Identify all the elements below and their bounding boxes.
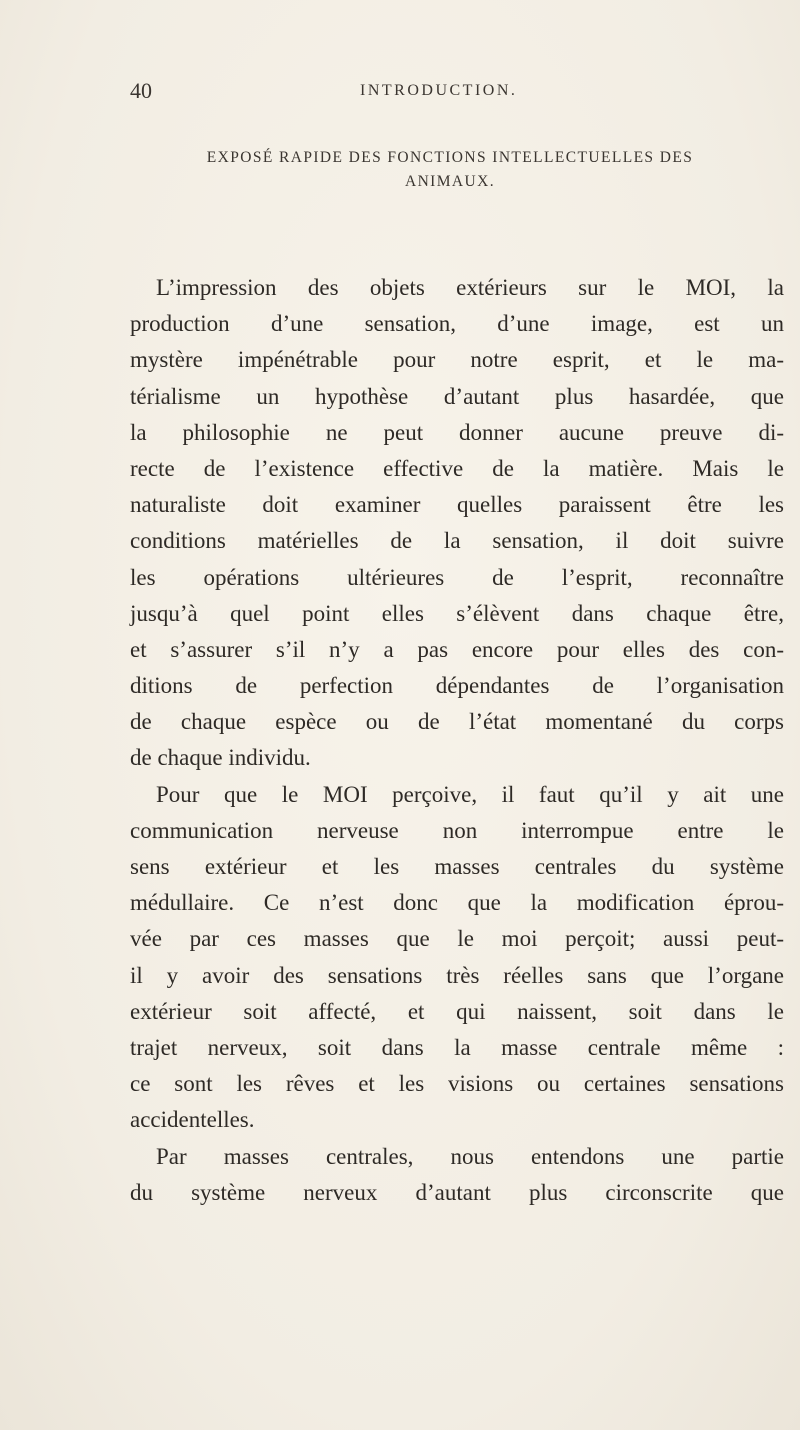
text-line: il y avoir des sensations très réelles sans que l’organe xyxy=(130,962,784,988)
text-line: naturaliste doit examiner quelles paraissent être les xyxy=(130,492,784,518)
body-text xyxy=(130,270,784,1211)
section-title-line: ANIMAUX. xyxy=(405,173,495,190)
text-line: Pour que le MOI perçoive, il faut qu’il y ait une xyxy=(156,781,784,807)
text-line: de chaque espèce ou de l’état momentané du corps xyxy=(130,709,784,735)
text-line: les opérations ultérieures de l’esprit, reconnaître xyxy=(130,564,784,590)
text-line: Par masses centrales, nous entendons une partie xyxy=(156,1143,784,1169)
section-title-line: EXPOSÉ RAPIDE DES FONCTIONS INTELLECTUELLES DES xyxy=(206,149,694,166)
text-line: extérieur soit affecté, et qui naissent, soit dans le xyxy=(130,998,784,1024)
page-number: 40 xyxy=(130,78,152,103)
text-line: vée par ces masses que le moi perçoit; aussi peut- xyxy=(130,926,784,952)
text-line: mystère impénétrable pour notre esprit, et le ma- xyxy=(130,347,784,373)
text-line: accidentelles. xyxy=(130,1107,255,1133)
text-line: de chaque individu. xyxy=(130,745,311,771)
text-line: recte de l’existence effective de la matière. Mais le xyxy=(130,455,784,481)
running-title: INTRODUCTION. xyxy=(360,82,518,99)
section-title xyxy=(120,146,780,194)
text-line: ce sont les rêves et les visions ou certaines sensations xyxy=(130,1071,784,1097)
paragraph xyxy=(130,1139,784,1211)
paragraph xyxy=(130,270,784,777)
paragraph xyxy=(130,777,784,1139)
text-line: térialisme un hypothèse d’autant plus hasardée, que xyxy=(130,383,784,409)
text-line: sens extérieur et les masses centrales du système xyxy=(130,854,784,879)
text-line: conditions matérielles de la sensation, il doit suivre xyxy=(130,528,784,554)
text-line: la philosophie ne peut donner aucune preuve di- xyxy=(130,419,784,445)
text-line: L’impression des objets extérieurs sur le MOI, la xyxy=(156,275,784,300)
text-line: et s’assurer s’il n’y a pas encore pour elles des con- xyxy=(130,636,784,662)
text-line: trajet nerveux, soit dans la masse centrale même : xyxy=(130,1034,784,1060)
text-line: du système nerveux d’autant plus circonscrite que xyxy=(130,1179,784,1205)
text-line: communication nerveuse non interrompue entre le xyxy=(130,817,784,843)
text-line: jusqu’à quel point elles s’élèvent dans chaque être, xyxy=(130,600,784,626)
text-line: médullaire. Ce n’est donc que la modification éprou- xyxy=(130,890,784,916)
running-head xyxy=(130,78,770,108)
text-line: production d’une sensation, d’une image, est un xyxy=(130,311,784,337)
text-line: ditions de perfection dépendantes de l’organisation xyxy=(130,673,784,699)
